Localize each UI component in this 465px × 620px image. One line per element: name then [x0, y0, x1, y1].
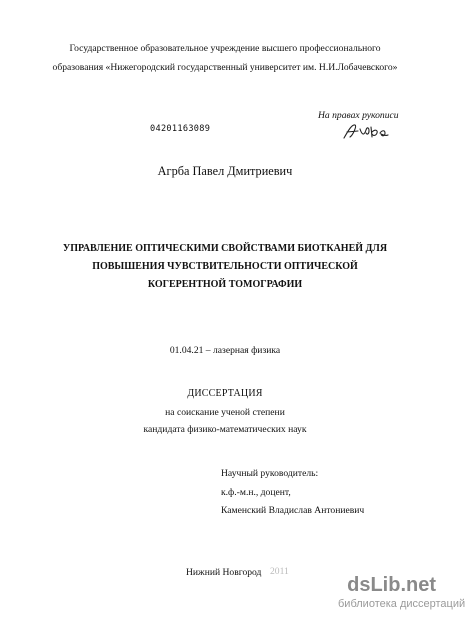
document-number: 04201163089 [150, 124, 211, 134]
watermark-brand: dsLib.net [347, 574, 436, 596]
supervisor-name: Каменский Владислав Антониевич [221, 505, 365, 516]
thesis-type: ДИССЕРТАЦИЯ [187, 388, 263, 399]
thesis-title-line-2: ПОВЫШЕНИЯ ЧУВСТВИТЕЛЬНОСТИ ОПТИЧЕСКОЙ [92, 261, 358, 272]
organization-line-1: Государственное образовательное учреждение высшего профессионального [69, 43, 381, 54]
organization-line-2: образования «Нижегородский государственный университет им. Н.И.Лобачевского» [52, 62, 398, 73]
thesis-title-line-3: КОГЕРЕНТНОЙ ТОМОГРАФИИ [147, 279, 303, 290]
thesis-title-line-1: УПРАВЛЕНИЕ ОПТИЧЕСКИМИ СВОЙСТВАМИ БИОТКАНЕЙ ДЛЯ [62, 243, 388, 254]
signature-image [340, 121, 390, 141]
degree-line-2: кандидата физико-математических наук [143, 424, 307, 435]
author-name: Агрба Павел Дмитриевич [157, 164, 293, 178]
city: Нижний Новгород [186, 567, 262, 578]
degree-line-1: на соискание ученой степени [165, 407, 285, 418]
dslib-watermark-logo [338, 574, 465, 615]
supervisor-label: Научный руководитель: [221, 468, 319, 479]
year: 2011 [270, 566, 289, 577]
specialty-code: 01.04.21 – лазерная физика [169, 345, 281, 356]
rights-note: На правах рукописи [318, 110, 399, 121]
watermark-tagline: библиотека диссертаций [338, 598, 465, 610]
supervisor-title: к.ф.-м.н., доцент, [221, 487, 291, 498]
